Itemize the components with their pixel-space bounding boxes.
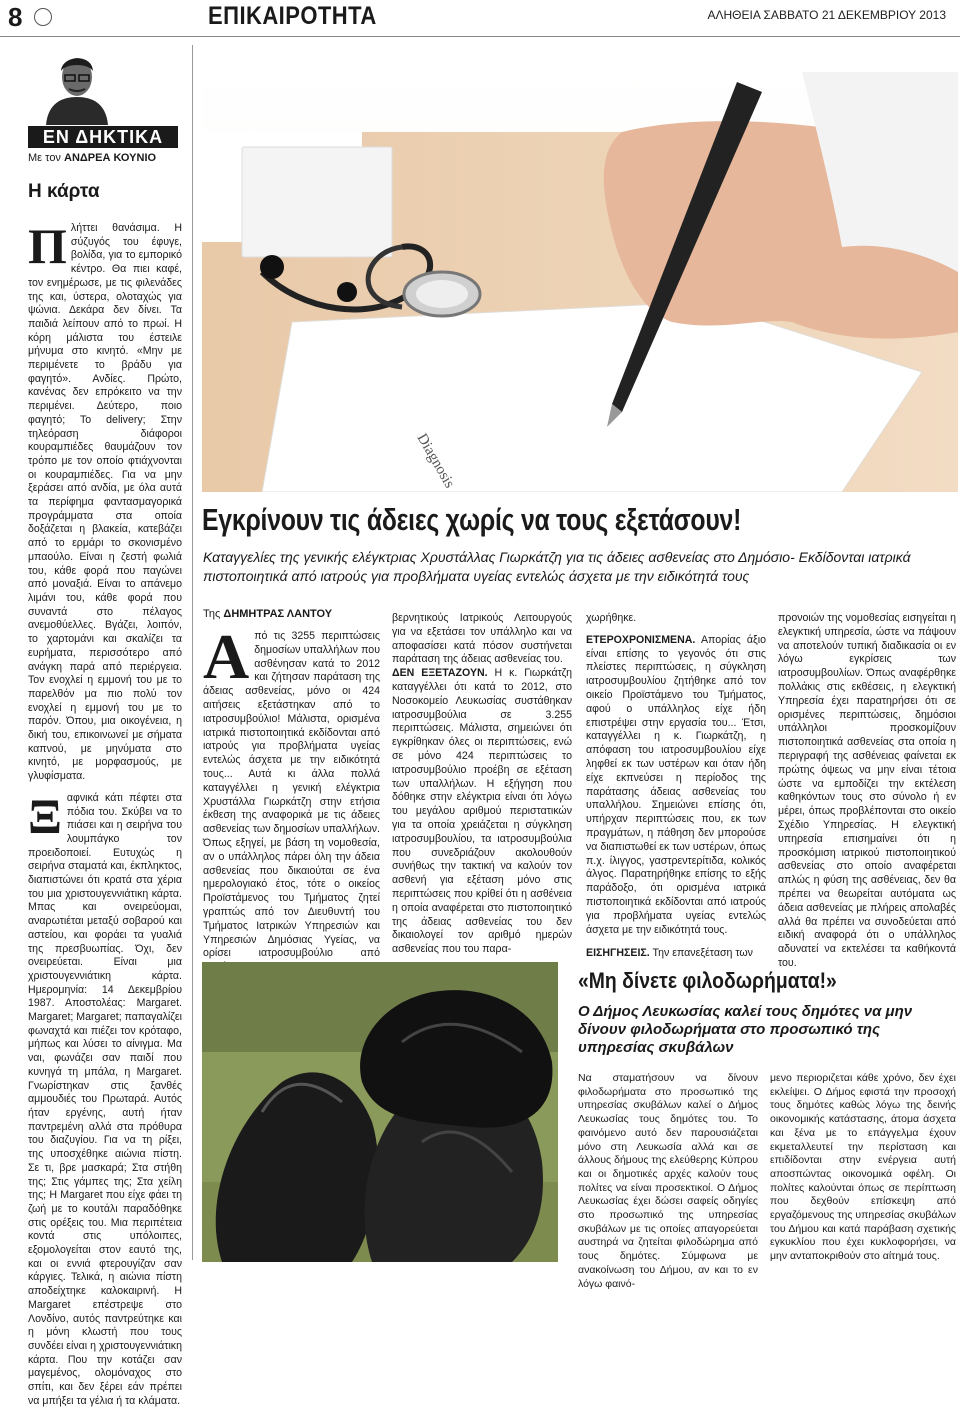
- article-dropcap: Α: [203, 621, 250, 692]
- article-col1-text: πό τις 3255 περιπτώσεις δημοσίων υπαλλήλων που ασθένησαν κατά το 2012 και ζήτησαν παράταση της άδειας ασθενείας, μόνο οι 424 αιτήσεις εξετάστηκαν από το ιατροσυμβούλιο! Μάλιστα, ορισμένα ιατρικά πιστοποιητικά εκδίδονται από ιατρούς για προβλήματα υγείας εντελώς άσχετα με την ειδικότητά τους... Αυτά κι άλλα πολλά καταγγέλλει η γενική ελέγκτρια Χρυστάλλα Γιωρκάτζη στην ετήσια έκθεση της αναφορικά με τις άδειες ασθενείας των δημοσίων υπαλλήλων. Όπως εξηγεί, με βάση τη νομοθεσία, αν ο υπάλληλος πάρει όλη την άδεια ασθενείας που δικαιούται σε ένα ημερολογιακό έτος, τότε ο οικείος Προϊστάμενος του Τμήματος ζητεί γραπτώς από τον Διευθυντή του Τμήματος Ιατρικών Υπηρεσιών και Υπηρεσιών Δημόσιας Υγείας, να ορίσει ιατροσυμβούλιο από: [203, 630, 380, 960]
- column-byline-prefix: Με τον: [28, 152, 61, 164]
- column-byline: [28, 152, 156, 164]
- box-headline: «Μη δίνετε φιλοδωρήματα!»: [578, 968, 837, 993]
- article-column-2: [392, 612, 572, 957]
- article-col2-paragraph-b: [392, 667, 572, 957]
- column-divider: [192, 45, 193, 1260]
- box-col2-text: μενο περιοριζεται κάθε χρόνο, δεν έχει εκλείψει. Ο Δήμος εφιστά την προσοχή τους δημότες καθώς λόγω της δεινής οικονομικής κατάστασης, άτομα άσχετα και ξένα με το επάγγελμα έχουν εκμεταλλευτεί την περίσταση και επιδίδονται στην ενέργεια αυτή αποσπώντας οικονομικά οφέλη. Οι πολίτες καλούνται όπως σε περίπτωση που δεχθούν επίσκεψη από εργαζόμενους της υπηρεσίας σκυβάλων του Δήμου και κατά παράβαση σχετικής εγκυκλίου που έχει κυκλοφορήσει, να μην ανταποκριθούν στο αίτημά τους.: [770, 1072, 956, 1263]
- article-kicker-eisigiseis: ΕΙΣΗΓΗΣΕΙΣ.: [586, 947, 650, 960]
- column-paragraph-1: [28, 218, 182, 784]
- column-author: ΑΝΔΡΕΑ ΚΟΥΝΙΟ: [64, 152, 157, 164]
- article-col4-text: προνοιών της νομοθεσίας εισηγείται η ελεγκτική υπηρεσία, ώστε να πάψουν να αποτελούν τυπική διαδικασία οι εν λόγω εγκρίσεις των ιατροσυμβουλίων. Όπως αναφέρθηκε πολλάκις στις εκθέσεις, η ελεγκτική Υπηρεσία έχει παρατηρήσει ότι σε ορισμένες περιπτώσεις, δημόσιοι υπάλληλοι προσκομίζουν πιστοποιητικά ασθενείας στα οποία η περιγραφή της ασθένειας φαίνεται εκ πρώτης όψεως να μην είναι τέτοια ώστε να εμποδίζει την εκτέλεση καθηκόντων τους στο σύνολο ή εν μέρει, όπως προβλέπονται στο οικείο Σχέδιο Υπηρεσίας. Η ελεγκτική υπηρεσία επισημαίνει ότι η προσκόμιση ιατρικού πιστοποιητικού ασθενείας στο οποίο αναφέρεται απλώς η φύση της ασθένειας, δεν θα πρέπει να θεωρείται αυτόματα ως άδεια ασθενείας με πλήρεις απολαβές αλλά θα πρέπει να συνοδεύεται από ειδική αναφορά ότι ο υπάλληλος αδυνατεί να εκτελέσει τα καθήκοντά του.: [778, 612, 956, 969]
- newspaper-logo-icon: [34, 8, 52, 26]
- article-col2-text-b: Η κ. Γιωρκάτζη καταγγέλλει ότι κατά το 2012, στο Νοσοκομείο Λευκωσίας συστάθηκαν ιατροσυμβούλια σε 3.255 περιπτώσεις. Μάλιστα, σημειώνει ότι εγκρίθηκαν όλες οι περιπτώσεις, ενώ σε μόνο 424 περιπτώσεις το ιατροσυμβούλιο προέβη σε εξέταση των υπαλλήλων. Η εξήγηση που δόθηκε στην ελέγκτρια είναι ότι λόγω του μεγάλου αριθμού περιστατικών για τα οποία χρειάζεται η σύγκληση ιατροσυμβουλίου, τα ιατροσυμβούλια που συνεδριάζουν ακολουθούν συνήθως την τακτική να καλούν τον ασθενή για εξέταση μόνο στις περιπτώσεις που κρίθεί ότι η ασθένεια η οποία αναφέρεται στο πιστοποιητικό της άδειας ασθενείας του δεν δικαιολογεί τον αριθμό ημερών ασθενείας που του παρα-: [392, 667, 572, 956]
- column-body: [28, 218, 182, 1408]
- article-kicker-den-exetazoun: ΔΕΝ ΕΞΕΤΑΖΟΥΝ.: [392, 667, 488, 680]
- article-byline: [203, 608, 332, 620]
- page-number: 8: [8, 2, 23, 32]
- article-col3-text-c: Την επανεξέταση των: [652, 947, 753, 960]
- article-headline: Εγκρίνουν τις άδειες χωρίς να τους εξετάσουν!: [202, 502, 742, 537]
- garbage-bags-photo: [202, 962, 558, 1262]
- column-title: Η κάρτα: [28, 181, 100, 202]
- columnist-portrait: [36, 45, 118, 125]
- box-col1-text: Να σταματήσουν να δίνουν φιλοδωρήματα στο προσωπικό της υπηρεσίας σκυβάλων καλεί ο Δήμος Λευκωσίας τους δημότες του. Το φαινόμενο αυτό δεν παρουσιάζεται μόνο στη Λευκωσία αλλά και σε άλλους δήμους της ελεύθερης Κύπρου και οι δημοτικές αρχές καλούν τους πολίτες να είναι προσεκτικοί. Ο Δήμος Λευκωσίας έχει δώσει σαφείς οδηγίες στο προσωπικό της υπηρεσίας σκυβάλων με τις οποίες απαγορεύεται αυστηρά να ζητείται φιλοδώρημα από τους δημότες. Σύμφωνα με ανακοίνωση του Δήμου, αν και το εν λόγω φαινό-: [578, 1072, 758, 1290]
- article-subhead: Καταγγελίες της γενικής ελέγκτριας Χρυστάλλας Γιωρκάτζη για τις άδειες ασθενείας στο Δημόσιο- Εκδίδονται ιατρικά πιστοποιητικά από ιατρούς για προβλήματα υγείας εντελώς άσχετα με την ειδικότητά τους: [203, 549, 911, 584]
- article-col1-paragraph: [203, 621, 380, 975]
- dateline: ΑΛΗΘΕΙΑ ΣΑΒΒΑΤΟ 21 ΔΕΚΕΜΒΡΙΟΥ 2013: [707, 8, 946, 22]
- box-column-1: [578, 1072, 758, 1291]
- article-column-1: [203, 621, 380, 975]
- column-paragraph-2: [28, 787, 182, 1408]
- header-divider: [0, 36, 960, 37]
- doctor-writing-photo: [202, 72, 958, 492]
- column-dropcap-2: Ξ: [28, 787, 62, 844]
- box-subhead: Ο Δήμος Λευκωσίας καλεί τους δημότες να μην δίνουν φιλοδωρήματα στο προσωπικό της υπηρεσίας σκυβάλων: [578, 1003, 913, 1056]
- article-col3-text-a: χωρήθηκε.: [586, 612, 637, 624]
- article-col3-paragraph-b: [586, 634, 766, 938]
- column-paragraph-1-text: λήττει θανάσιμα. Η σύζυγός του έφυγε, βολίδα, για το εμπορικό κέντρο. Θα πιει καφέ, τον ενημέρωσε, με τις φιλενάδες της και, ύστερα, ολοταχώς για ψώνια. Δεκάρα δεν δίνει. Τα παιδιά λείπουν από το πρωί. Η κόρη μάλιστα του έστειλε μήνυμα στο κινητό. «Μην με περιμένετε το βράδυ για φαγητό». Ανδίες. Πρώτο, κανένας δεν επρόκειτο να την περιμένει. Δεύτερο, ποιο φαγητό; Το delivery; Στην τηλεόραση διάφοροι κουραμπιέδες θαυμάζουν τον τρόπο με τον οποίο φτιάχνονται οι κουραμπιέδες. Για να μην ξεράσει από ανδία, με όλα αυτά τα περίφημα φαντασμαγορικά προγράμματα στα οποία δοξάζεται η βλακεία, κατεβάζει από το ερμάρι το σκονισμένο μπαούλο. Είναι η ζεστή φωλιά του, κάθε φορά που παγώνει από μοναξιά. Είναι το απάνεμο λιμάνι του, κάθε φορά που συναντά στο πέλαγος ανεμοθύελλες. Βγάζει, λοιπόν, το χαρτομάνι και σκαλίζει τα ευρήματα, περισσότερο από ανάγκη παρά από περιέργεια. Τον ενοχλεί η εμμονή του με το παρελθόν μα πιο πολύ τον ενοχλεί η εμμονή του με το παρόν. Όπου, μια οικογένεια, η δική του, επικοινωνεί με σήματα καπνού, με μηνύματα στο κινητό, με μορφασμούς, με γλυφίσματα.: [28, 222, 182, 783]
- article-column-4: [778, 612, 956, 971]
- column-dropcap-1: Π: [28, 218, 67, 274]
- photo-paper-text: Diagnosis: [413, 431, 458, 491]
- article-col2-text-a: βερνητικούς Ιατρικούς Λειτουργούς για να εξετάσει τον υπάλληλο και να αποφασίσει κατά πόσον συστήνεται παράταση της άδειας ασθενείας του.: [392, 612, 572, 666]
- article-column-3: [586, 612, 766, 961]
- column-paragraph-2-text: αφνικά κάτι πέφτει στα πόδια του. Σκύβει να το πιάσει και η σειρήνα του λουμπάγκο τον προειδοποιεί. Ευτυχώς η σειρήνα σταματά και, έκπληκτος, διαπιστώνει ότι κρατά στα χέρια του μια χριστουγεννιάτικη κάρτα. Μπας και ονειρεύομαι, αναρωτιέται μεταξύ σοβαρού και αστείου, και φοράει τα γυαλιά της πρεσβυωπίας. Όχι, δεν ονειρεύεται. Είναι μια χριστουγεννιάτικη κάρτα. Ημερομηνία: 14 Δεκεμβρίου 1987. Αποστολέας: Margaret. Margaret; Margaret; παπαγαλίζει φωναχτά και πιέζει τον κρόταφο, μήπως και λύσει το αίνιγμα. Μα ναι, φωνάζει σαν παιδί που κυνηγά τη μπάλα, η Margaret. Γνωρίστηκαν στις ξανθές αμμουδιές του Πρωταρά. Αυτός ήταν εργένης, αυτή ήταν παντρεμένη αλλά στα πρόθυρα του διαζυγίου. Για να τη ρίξει, της υποσχέθηκε αιώνια πίστη. Σε τι, βρε μασκαρά; Στα στήθη της; Στις γάμπες της; Στα χείλη της; Η Margaret που είχε φάει τη ζωή με το κουτάλι παραδόθηκε στις ορέξεις του. Μια περιπέτεια κοντά στις υπόλοιπες, εξομολογείται στον εαυτό της, και οι εννιά φτερουγίζαν σαν κάργιες. Τελικά, η αιώνια πίστη αποδείχτηκε καλοκαιρινή. Η Margaret επέστρεψε στο Λονδίνο, αυτός παντρεύτηκε και η μόνη κλωστή που τους συνδέει είναι η χριστουγεννιάτικη κάρτα. Που την κοτάζει σαν μαγεμένος, ολομόναχος στο σπίτι, και δεν ξέρει εάν πρέπει να μπήξει τα γέλια ή τα κλάματα.: [28, 791, 182, 1407]
- section-title: ΕΠΙΚΑΙΡΟΤΗΤΑ: [208, 2, 377, 30]
- article-col3-paragraph-c: [586, 947, 766, 961]
- article-col3-text-b: Απορίας άξιο είναι επίσης το γεγονός ότι στις πλείστες περιπτώσεις, η σύγκληση ιατροσυμβουλίου ζητήθηκε από τον οικείο Προϊστάμενο του Τμήματος, αφού ο υπάλληλος είχε ήδη επιστρέψει στην εργασία του... Έτσι, καταγγέλλει η κ. Γιωρκάτζη, η απόφαση του ιατροσυμβουλίου είχε ληφθεί εκ των υστέρων και όταν ήδη είχε εκπνεύσει η περίοδος της παράτασης άδειας ασθενείας του υπαλλήλου. Σημειώνει επίσης ότι, υπήρχαν περιπτώσεις που, εκ των πραγμάτων, η πάθηση δεν μπορούσε να διαπιστωθεί εκ των υστέρων, όπως π.χ. ίλιγγος, γαστρεντερίτιδα, κολικός άλγος. Παρατηρήθηκε επίσης το εξής παράδοξο, ότι ορισμένα ιατρικά πιστοποιητικά εκδίδονται από ιατρούς για προβλήματα υγείας εντελώς άσχετα με την ειδικότητά τους.: [586, 633, 766, 936]
- article-byline-prefix: Της: [203, 608, 221, 620]
- article-author: ΔΗΜΗΤΡΑΣ ΛΑΝΤΟΥ: [223, 608, 333, 620]
- box-column-2: [770, 1072, 956, 1264]
- article-kicker-eterochronismena: ΕΤΕΡΟΧΡΟΝΙΣΜΕΝΑ.: [586, 633, 696, 646]
- column-banner: ΕΝ ΔΗΚΤΙΚΑ: [28, 126, 178, 148]
